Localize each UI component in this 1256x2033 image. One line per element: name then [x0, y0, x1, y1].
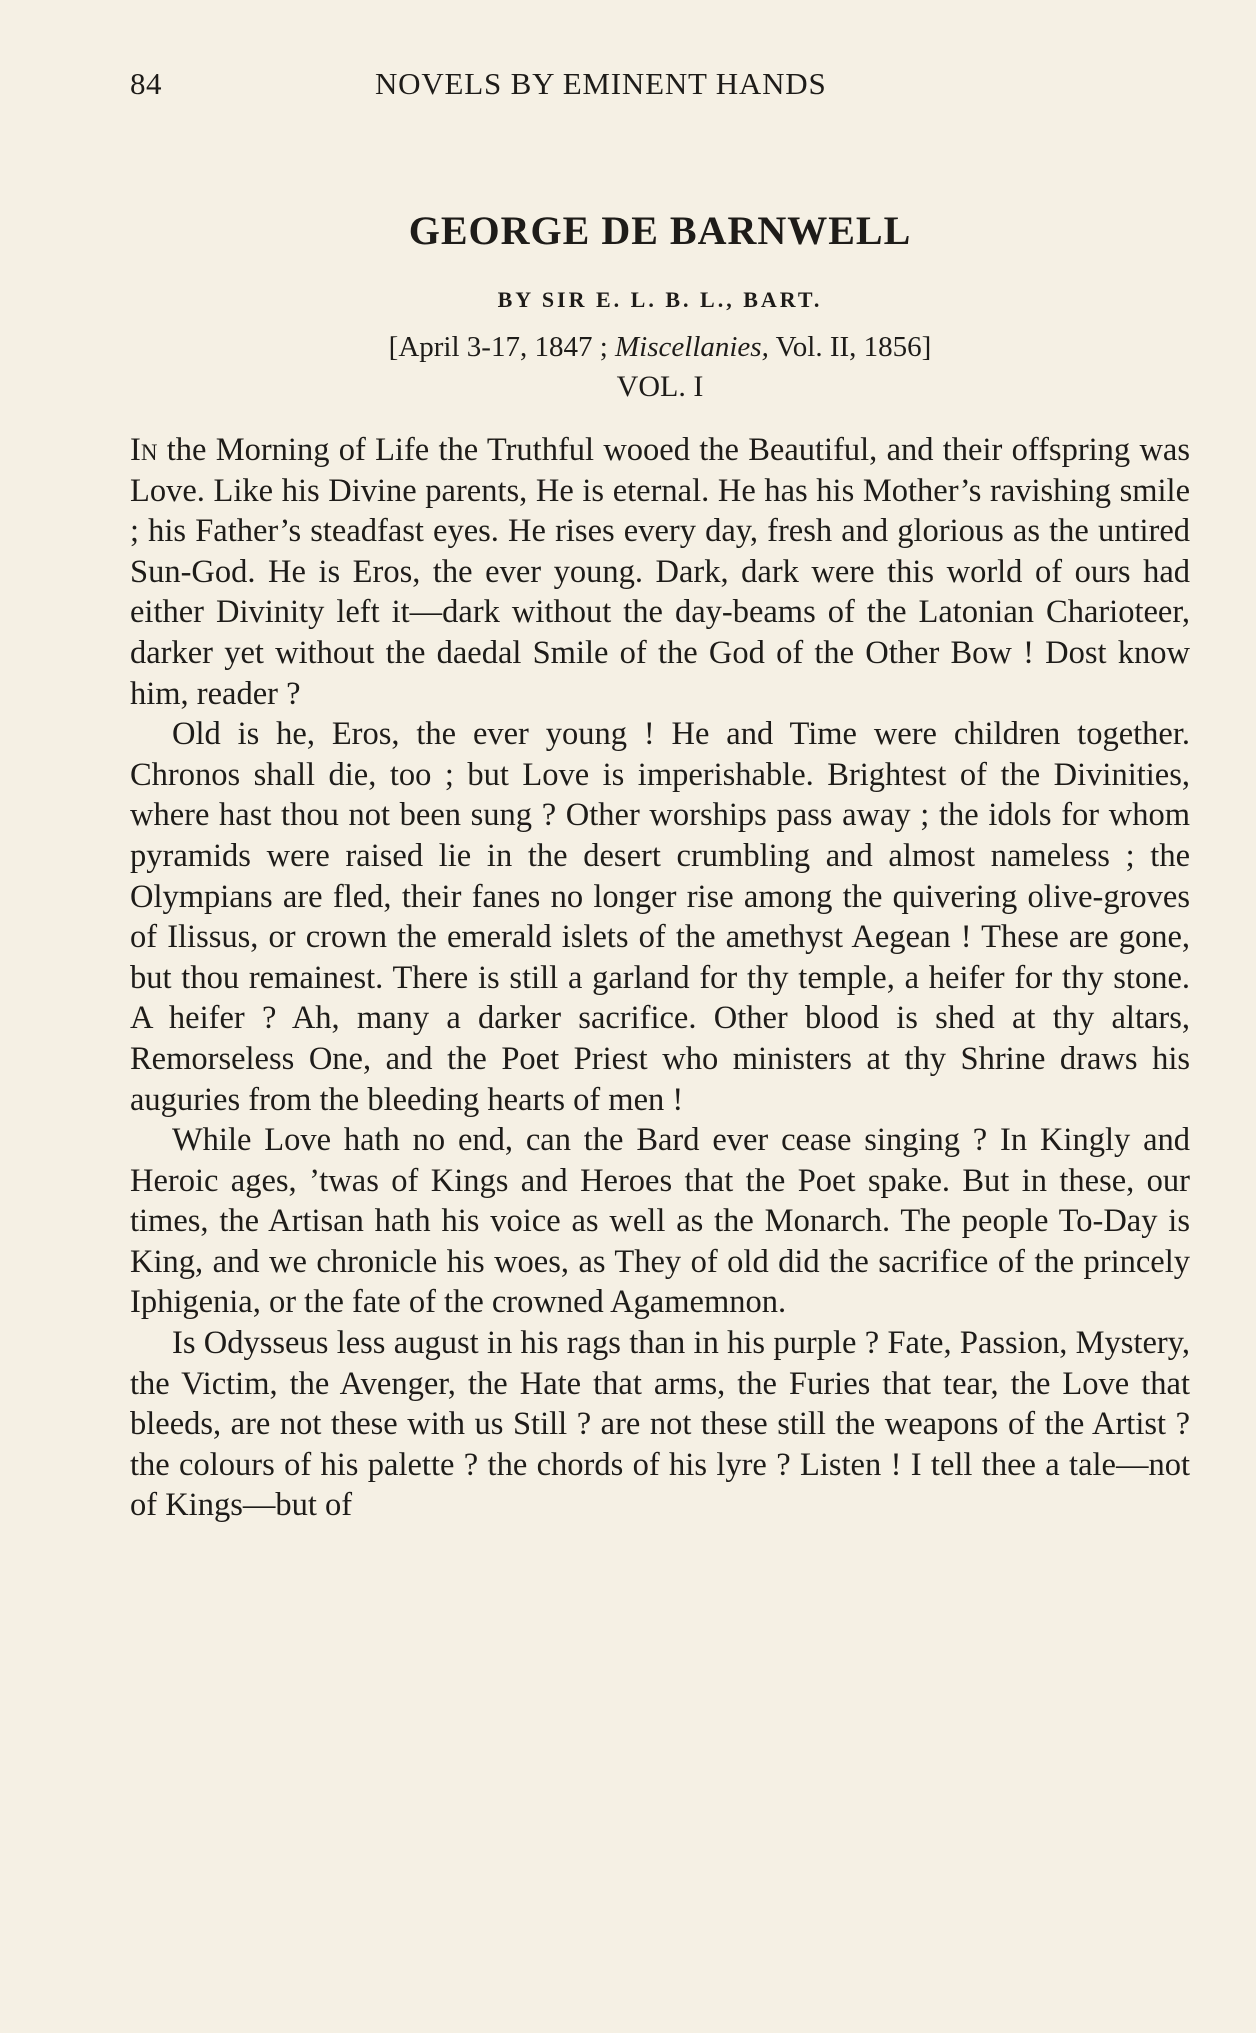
paragraph-1 — [130, 430, 1190, 714]
work-title: GEORGE DE BARNWELL — [408, 208, 912, 253]
title-block — [130, 205, 1190, 407]
source-italic: Miscellanies, — [615, 331, 769, 363]
paragraph-2: Old is he, Eros, the ever young ! He and Time were children together. Chronos shall die, too ; but Love is imperishable. Brightest of the Divinities, where hast thou not been sung ? Other worships pass away ; the idols for whom pyramids were raised lie in the desert crumbling and almost nameless ; the Olympians are fled, their fanes no longer rise among the quivering olive-groves of Ilissus, or crown the emerald islets of the amethyst Aegean ! These are gone, but thou remainest. There is still a garland for thy temple, a heifer for thy stone. A heifer ? Ah, many a darker sacrifice. Other blood is shed at thy altars, Remorseless One, and the Poet Priest who ministers at thy Shrine draws his auguries from the bleeding hearts of men ! — [130, 716, 1190, 1118]
source-prefix: [April 3-17, 1847 ; — [388, 331, 616, 363]
page-number: 84 — [130, 66, 162, 101]
source-citation — [130, 327, 1190, 367]
running-title: NOVELS BY EMINENT HANDS — [375, 66, 827, 101]
body-text — [130, 430, 1190, 1526]
volume-label: VOL. I — [616, 370, 704, 403]
byline: BY SIR E. L. B. L., BART. — [497, 287, 823, 312]
first-word: In — [130, 432, 158, 468]
paragraph-1-text: the Morning of Life the Truthful wooed the Beautiful, and their offspring was Love. Like his Divine parents, He is eternal. He has his Mother’s ravishing smile ; his Father’s steadfast eyes. He rises every day, fresh and glorious as the untired Sun-God. He is Eros, the ever young. Dark, dark were this world of ours had either Divinity left it—dark without the day-beams of the Latonian Charioteer, darker yet without the daedal Smile of the God of the Other Bow ! Dost know him, reader ? — [130, 432, 1190, 712]
source-suffix: Vol. II, 1856] — [768, 331, 932, 363]
running-head — [130, 66, 1190, 112]
paragraph-3: While Love hath no end, can the Bard ever cease singing ? In Kingly and Heroic ages, ’twas of Kings and Heroes that the Poet spake. But in these, our times, the Artisan hath his voice as well as the Monarch. The people To-Day is King, and we chronicle his woes, as They of old did the sacrifice of the princely Iphigenia, or the fate of the crowned Agamemnon. — [130, 1122, 1190, 1321]
paragraph-4: Is Odysseus less august in his rags than in his purple ? Fate, Passion, Mystery, the Victim, the Avenger, the Hate that arms, the Furies that tear, the Love that bleeds, are not these with us Still ? are not these still the weapons of the Artist ? the colours of his palette ? the chords of his lyre ? Listen ! I tell thee a tale—not of Kings—but of — [130, 1325, 1190, 1524]
